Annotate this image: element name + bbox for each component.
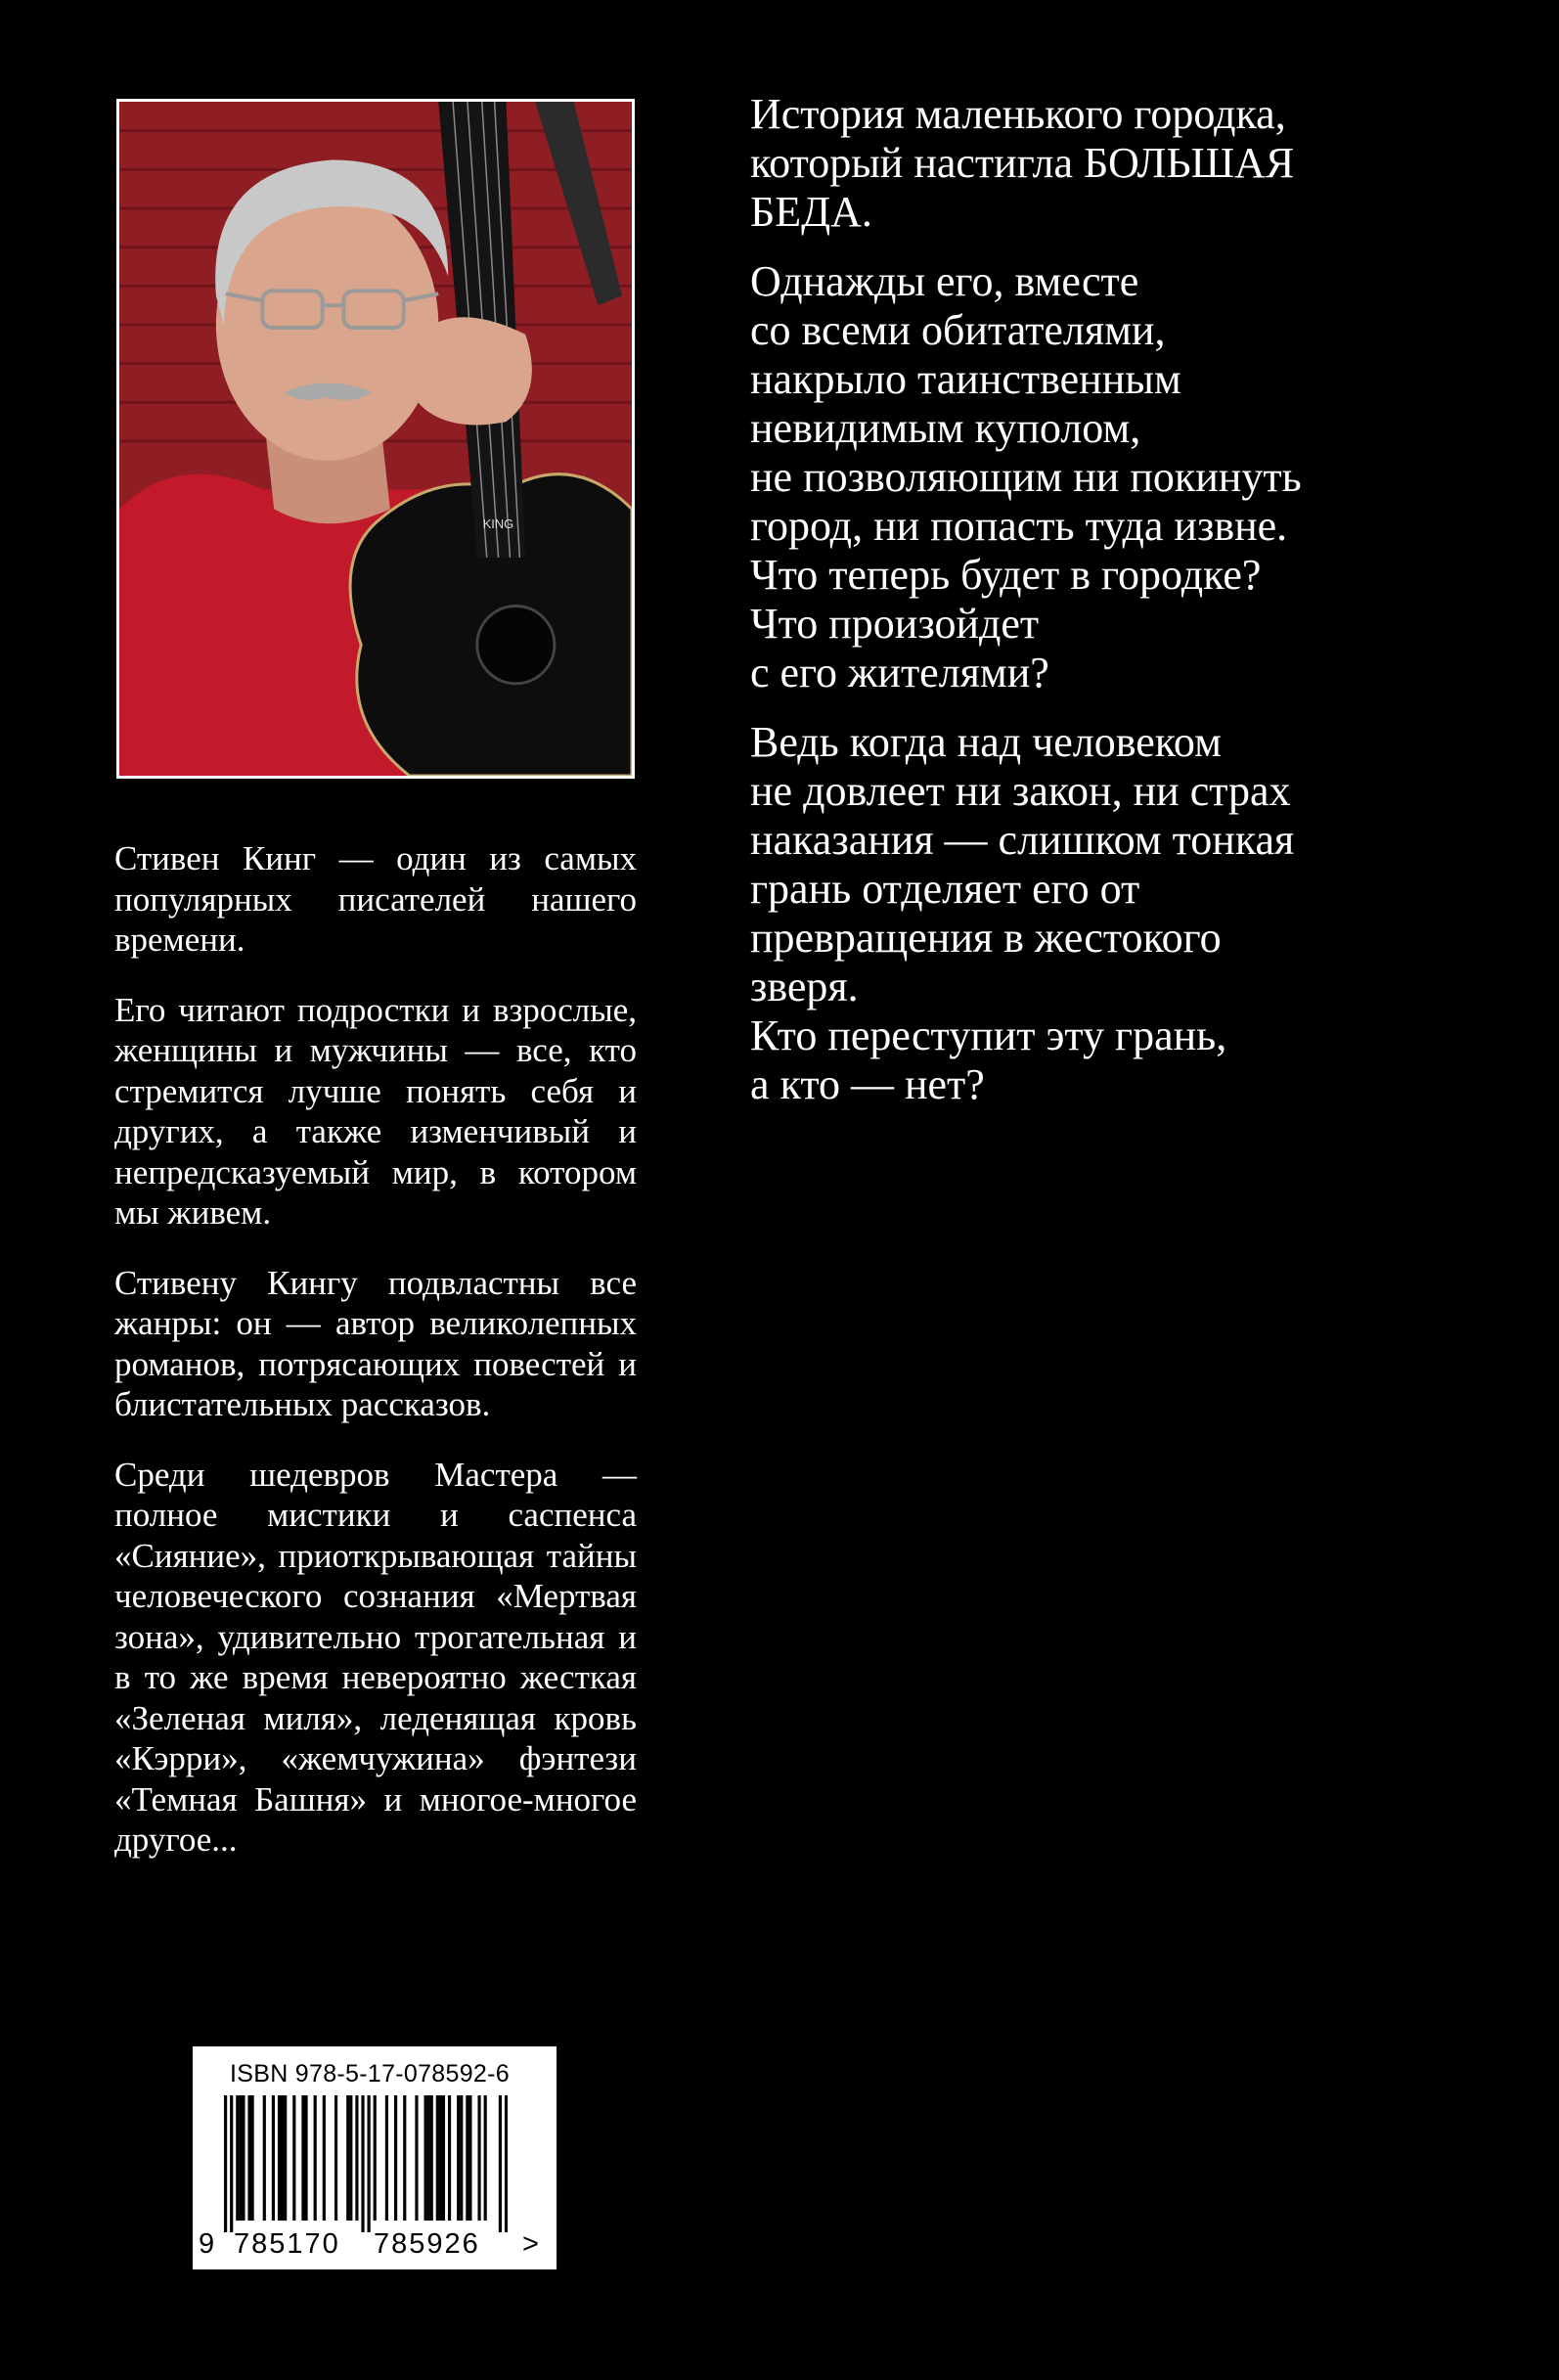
blurb-line: невидимым куполом, — [750, 404, 1141, 452]
barcode-bar — [346, 2095, 349, 2221]
barcode-bar — [442, 2095, 445, 2221]
barcode-bars — [224, 2095, 508, 2232]
barcode-bar — [304, 2095, 307, 2221]
barcode-bar — [436, 2095, 439, 2221]
blurb-paragraph-2 — [750, 257, 1454, 697]
barcode-bar — [385, 2095, 388, 2221]
barcode-bar — [468, 2095, 471, 2221]
isbn-barcode — [193, 2046, 557, 2269]
blurb-line: Ведь когда над человеком — [750, 718, 1222, 766]
barcode-bar — [415, 2095, 418, 2221]
barcode-bar — [430, 2095, 433, 2221]
barcode-bar — [499, 2095, 502, 2232]
isbn-label: ISBN 978-5-17-078592-6 — [230, 2060, 510, 2088]
barcode-digits — [193, 2228, 557, 2264]
barcode-bar — [323, 2095, 326, 2221]
barcode-bar — [448, 2095, 451, 2221]
author-bio — [114, 838, 637, 1890]
barcode-bar — [224, 2095, 227, 2232]
barcode-bar — [236, 2095, 239, 2221]
blurb-line: город, ни попасть туда извне. — [750, 502, 1288, 550]
barcode-bar — [278, 2095, 281, 2221]
barcode-bar — [460, 2095, 463, 2221]
barcode-bar — [230, 2095, 233, 2232]
barcode-bar — [250, 2095, 253, 2221]
blurb-line: не позволяющим ни покинуть — [750, 453, 1302, 501]
blurb-line: наказания — слишком тонкая — [750, 816, 1295, 864]
barcode-bar — [242, 2095, 245, 2221]
barcode-bar — [284, 2095, 287, 2221]
barcode-bar — [466, 2095, 468, 2221]
barcode-bar — [427, 2095, 430, 2221]
blurb-line: Однажды его, вместе — [750, 257, 1139, 305]
blurb-line: накрыло таинственным — [750, 355, 1181, 403]
barcode-first-digit: 9 — [199, 2228, 215, 2260]
bio-paragraph-2: Его читают подростки и взрослые, женщины и мужчины — все, кто стремится лучше понять себя и других, а также изменчивый и непредсказуемый мир, в котором мы живем. — [114, 990, 637, 1232]
barcode-bar — [355, 2095, 358, 2221]
blurb-line: Что произойдет — [750, 600, 1040, 648]
blurb-line: превращения в жестокого — [750, 914, 1222, 962]
blurb-line: БЕДА. — [750, 188, 872, 236]
blurb-line: не довлеет ни закон, ни страх — [750, 767, 1291, 815]
barcode-bar — [374, 2095, 377, 2221]
barcode-bar — [439, 2095, 442, 2221]
barcode-bar — [484, 2095, 487, 2221]
barcode-bar — [403, 2095, 406, 2221]
blurb-line: История маленького городка, — [750, 90, 1286, 138]
guitar-label: KING — [482, 516, 514, 532]
barcode-bar — [247, 2095, 250, 2221]
barcode-bar — [368, 2095, 371, 2232]
barcode-bar — [281, 2095, 284, 2221]
bio-paragraph-4: Среди шедевров Мастера — полное мистики и саспенса «Сияние», приоткрывающая тайны человеческого сознания «Мертвая зона», удивительно трогательная и в то же время невероятно жесткая «Зеленая миля», леденящая кровь «Кэрри», «жемчужина» фэнтези «Темная Башня» и многое-многое другое... — [114, 1455, 637, 1859]
barcode-bar — [292, 2095, 295, 2221]
book-blurb — [750, 90, 1454, 1130]
barcode-bar — [457, 2095, 460, 2221]
author-photo-image — [119, 102, 632, 776]
barcode-bar — [361, 2095, 364, 2232]
barcode-bar — [505, 2095, 508, 2232]
blurb-line: зверя. — [750, 963, 859, 1010]
barcode-bar — [334, 2095, 337, 2221]
barcode-bar — [239, 2095, 242, 2221]
barcode-digit-group-left: 785170 — [234, 2228, 340, 2260]
bio-paragraph-1: Стивен Кинг — один из самых популярных писателей нашего времени. — [114, 839, 637, 959]
barcode-bar — [477, 2095, 480, 2221]
bio-paragraph-3: Стивену Кингу подвластны все жанры: он — автор великолепных романов, потрясающих повестей и блистательных рассказов. — [114, 1263, 637, 1423]
barcode-digit-group-right: 785926 — [374, 2228, 480, 2260]
blurb-paragraph-3 — [750, 718, 1454, 1109]
blurb-line: грань отделяет его от — [750, 865, 1140, 913]
blurb-line: с его жителями? — [750, 649, 1049, 696]
barcode-bar — [301, 2095, 304, 2221]
barcode-end-marker: > — [522, 2228, 539, 2260]
barcode-bar — [349, 2095, 352, 2221]
blurb-line: а кто — нет? — [750, 1060, 985, 1108]
author-photo — [116, 99, 635, 779]
blurb-line: который настигла БОЛЬШАЯ — [750, 139, 1295, 187]
barcode-bar — [424, 2095, 427, 2221]
blurb-line: со всеми обитателями, — [750, 306, 1166, 354]
barcode-bar — [272, 2095, 275, 2221]
barcode-bar — [263, 2095, 266, 2221]
barcode-bar — [394, 2095, 397, 2221]
blurb-line: Что теперь будет в городке? — [750, 551, 1262, 599]
barcode-bar — [314, 2095, 317, 2221]
blurb-paragraph-1 — [750, 90, 1454, 237]
blurb-line: Кто переступит эту грань, — [750, 1011, 1227, 1059]
